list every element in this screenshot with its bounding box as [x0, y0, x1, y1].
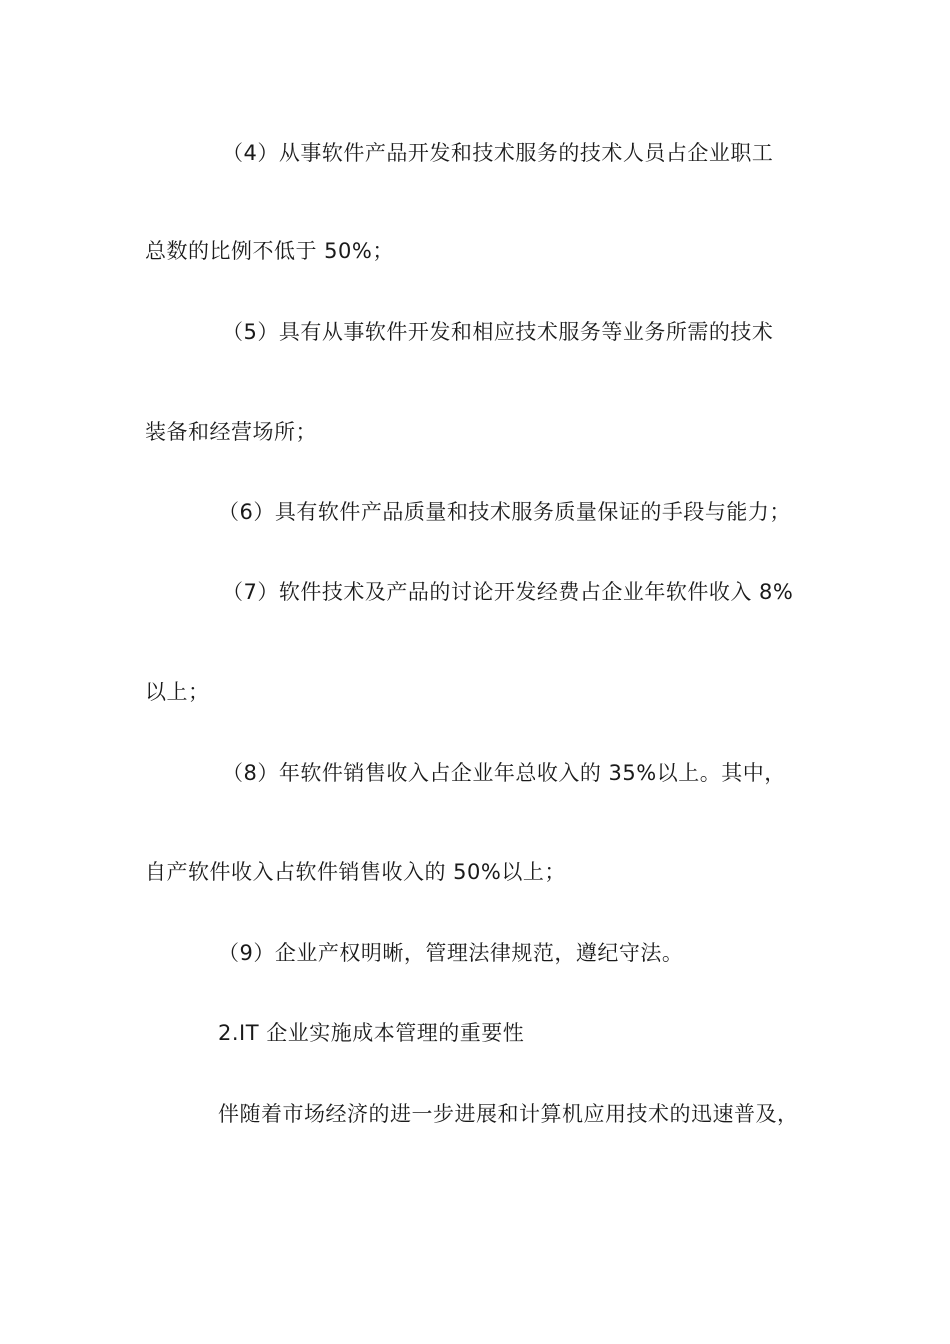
- paragraph-item-6: （6）具有软件产品质量和技术服务质量保证的手段与能力；: [218, 500, 791, 524]
- paragraph-item-9: （9）企业产权明晰，管理法律规范，遵纪守法。: [218, 941, 684, 965]
- paragraph-item-8-line-2: 自产软件收入占软件销售收入的 50%以上；: [145, 860, 566, 884]
- paragraph-item-4-line-1: （4）从事软件产品开发和技术服务的技术人员占企业职工: [222, 141, 774, 165]
- paragraph-item-5-line-2: 装备和经营场所；: [145, 420, 317, 444]
- paragraph-item-7-line-1: （7）软件技术及产品的讨论开发经费占企业年软件收入 8%: [222, 580, 794, 604]
- paragraph-item-5-line-1: （5）具有从事软件开发和相应技术服务等业务所需的技术: [222, 320, 774, 344]
- paragraph-item-4-line-2: 总数的比例不低于 50%；: [145, 239, 394, 263]
- paragraph-item-7-line-2: 以上；: [145, 680, 210, 704]
- section-heading: 2.IT 企业实施成本管理的重要性: [218, 1021, 525, 1045]
- paragraph-body-start: 伴随着市场经济的进一步进展和计算机应用技术的迅速普及，: [218, 1102, 799, 1126]
- paragraph-item-8-line-1: （8）年软件销售收入占企业年总收入的 35%以上。其中，: [222, 761, 786, 785]
